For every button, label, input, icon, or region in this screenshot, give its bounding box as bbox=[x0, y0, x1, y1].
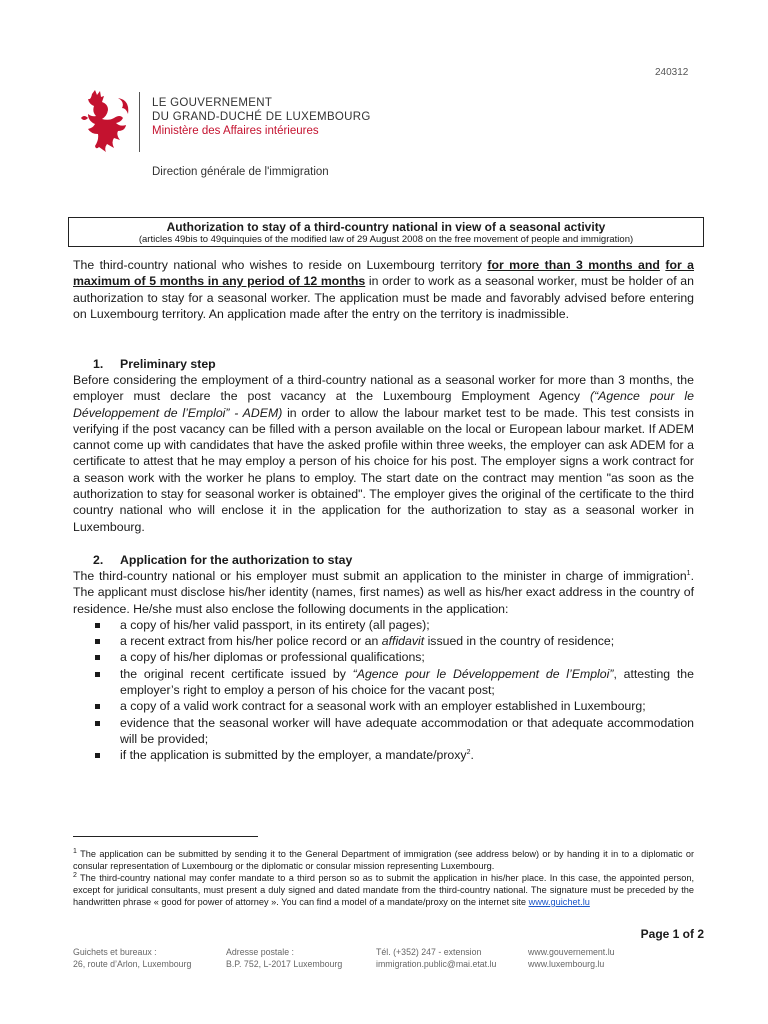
gov-line-1: LE GOUVERNEMENT bbox=[152, 97, 273, 109]
bullet-icon bbox=[95, 623, 100, 628]
footnote-divider bbox=[73, 836, 258, 837]
list-item bbox=[73, 617, 694, 633]
list-item-text: issued in the country of residence; bbox=[424, 634, 615, 649]
intro-paragraph bbox=[73, 257, 694, 322]
document-title: Authorization to stay of a third-country national in view of a seasonal activity bbox=[166, 220, 606, 234]
title-box bbox=[68, 217, 704, 247]
section-2-heading bbox=[73, 552, 694, 568]
section-2-text-b: . The applicant must disclose his/her identity (names, first names) as well as his/her exact address in the country of residence. He/she must also enclose the following documents in the application: bbox=[73, 569, 694, 616]
guichet-link[interactable]: www.guichet.lu bbox=[528, 897, 590, 907]
section-1-text-a: Before considering the employment of a third-country national as a seasonal worker for more than 3 months, the employer must declare the post vacancy at the Luxembourg Employment Agency bbox=[73, 373, 694, 404]
agency-name: “Agence pour le Développement de l’Emploi” bbox=[352, 666, 614, 681]
footnote-2-marker: 2 bbox=[73, 871, 77, 879]
footer-email: immigration.public@mai.etat.lu bbox=[376, 959, 497, 969]
footer-postal bbox=[226, 946, 342, 970]
duration-condition-1: for more than 3 months and bbox=[487, 258, 660, 272]
list-item-text: a copy of his/her diplomas or professional qualifications; bbox=[120, 650, 425, 665]
list-item-text: , attesting the employer’s right to employ a person of his choice for the vacant post; bbox=[120, 666, 694, 698]
intro-text-c: in order to work as a seasonal worker, must be holder of an authorization to stay for a seasonal worker. The application must be made and favorably advised before entering on Luxembourg territory. An application made after the entry on the territory is inadmissible. bbox=[73, 274, 694, 321]
section-1-number: 1. bbox=[93, 357, 104, 371]
list-item-text: a copy of his/her valid passport, in its entirety (all pages); bbox=[120, 617, 430, 632]
list-item bbox=[73, 633, 694, 649]
page-number: Page 1 of 2 bbox=[640, 927, 704, 941]
footer-text: Guichets et bureaux : bbox=[73, 947, 157, 957]
bullet-icon bbox=[95, 655, 100, 660]
list-item bbox=[73, 715, 694, 748]
gov-line-2: DU GRAND-DUCHÉ DE LUXEMBOURG bbox=[152, 111, 371, 123]
adem-agency-name: (“Agence pour le Développement de l’Emploi” - ADEM) bbox=[73, 389, 694, 420]
bullet-icon bbox=[95, 753, 100, 758]
list-item-text: if the application is submitted by the employer, a mandate/proxy bbox=[120, 748, 467, 763]
section-1-heading bbox=[73, 356, 694, 372]
footnote-1-ref: 1 bbox=[686, 569, 691, 577]
section-1-text-b: in order to allow the labour market test to be made. This test consists in verifying if the post vacancy can be filled with a person available on the local or European labour market. If ADEM cannot come up with candidates that have the asked profile within three weeks, the employer can ask ADEM for a certificate to attest that he may employ a person of his choice for his post. The employer signs a work contract for a season work with the worker he plans to employ. The start date on the contract may mention "as soon as the authorization to stay for seasonal worker is obtained". The employer gives the original of the certificate to the third country national who will enclose it in the application for the authorization to stay as a seasonal worker in Luxembourg. bbox=[73, 405, 694, 534]
bullet-icon bbox=[95, 639, 100, 644]
section-2-body bbox=[73, 568, 694, 764]
footer-text: 26, route d’Arlon, Luxembourg bbox=[73, 959, 192, 969]
list-item bbox=[73, 649, 694, 665]
section-2-title: Application for the authorization to stay bbox=[120, 553, 353, 567]
footer-contact bbox=[376, 946, 496, 970]
footnotes bbox=[73, 848, 694, 908]
footnote-1-text: The application can be submitted by sending it to the General Department of immigration (see address below) or by handing it in to a diplomatic or consular representation of Luxembourg or the diplomatic or consular mission representing Luxembourg. bbox=[73, 849, 694, 871]
bullet-icon bbox=[95, 721, 100, 726]
list-item-text: a copy of a valid work contract for a seasonal work with an employer established in Luxembourg; bbox=[120, 699, 646, 714]
bullet-icon bbox=[95, 704, 100, 709]
section-1-title: Preliminary step bbox=[120, 357, 216, 371]
section-2-paragraph bbox=[73, 568, 694, 617]
list-item bbox=[73, 747, 694, 763]
header-divider bbox=[139, 92, 140, 152]
lion-coat-of-arms-icon bbox=[78, 88, 134, 154]
footnote-2-ref: 2 bbox=[466, 749, 471, 757]
list-item-text: evidence that the seasonal worker will have adequate accommodation or that adequate accommodation will be provided; bbox=[120, 715, 694, 746]
department-name: Direction générale de l'immigration bbox=[152, 166, 329, 178]
footer-website: www.luxembourg.lu bbox=[528, 959, 605, 969]
bullet-icon bbox=[95, 672, 100, 677]
document-reference: 240312 bbox=[655, 67, 689, 78]
footnote-2 bbox=[73, 872, 694, 908]
footnote-1 bbox=[73, 848, 694, 872]
footnote-2-text: The third-country national may confer mandate to a third person so as to submit the application in his/her place. In this case, the appointed person, except for juridical consultants, must present a duly signed and dated mandate from the third-country national. The signature must be preceded by the handwritten phrase « good for power of attorney ». You can find a model of a mandate/proxy on the internet site bbox=[73, 873, 694, 907]
required-documents-list bbox=[73, 617, 694, 764]
footer-websites bbox=[528, 946, 615, 970]
section-2-number: 2. bbox=[93, 553, 104, 567]
footer-website: www.gouvernement.lu bbox=[528, 947, 615, 957]
footer-text: B.P. 752, L-2017 Luxembourg bbox=[226, 959, 343, 969]
ministry-name: Ministère des Affaires intérieures bbox=[152, 125, 319, 137]
footer-office bbox=[73, 946, 191, 970]
government-header bbox=[152, 96, 371, 138]
footnote-1-marker: 1 bbox=[73, 847, 77, 855]
section-2-text-a: The third-country national or his employer must submit an application to the minister in charge of immigration bbox=[73, 569, 687, 583]
list-item-text: . bbox=[470, 748, 474, 763]
section-1-paragraph bbox=[73, 372, 694, 535]
legal-reference: (articles 49bis to 49quinquies of the modified law of 29 August 2008 on the free movement of people and immigration) bbox=[138, 234, 634, 245]
affidavit-term: affidavit bbox=[381, 634, 425, 649]
list-item bbox=[73, 698, 694, 714]
duration-condition-2: for a maximum of 5 months in any period of 12 months bbox=[73, 258, 695, 289]
footer-text: Tél. (+352) 247 - extension bbox=[376, 947, 482, 957]
list-item bbox=[73, 666, 694, 699]
list-item-text: a recent extract from his/her police record or an bbox=[120, 634, 382, 649]
footer-text: Adresse postale : bbox=[226, 947, 294, 957]
intro-text-a: The third-country national who wishes to reside on Luxembourg territory bbox=[73, 258, 488, 272]
list-item-text: the original recent certificate issued by bbox=[120, 666, 353, 681]
